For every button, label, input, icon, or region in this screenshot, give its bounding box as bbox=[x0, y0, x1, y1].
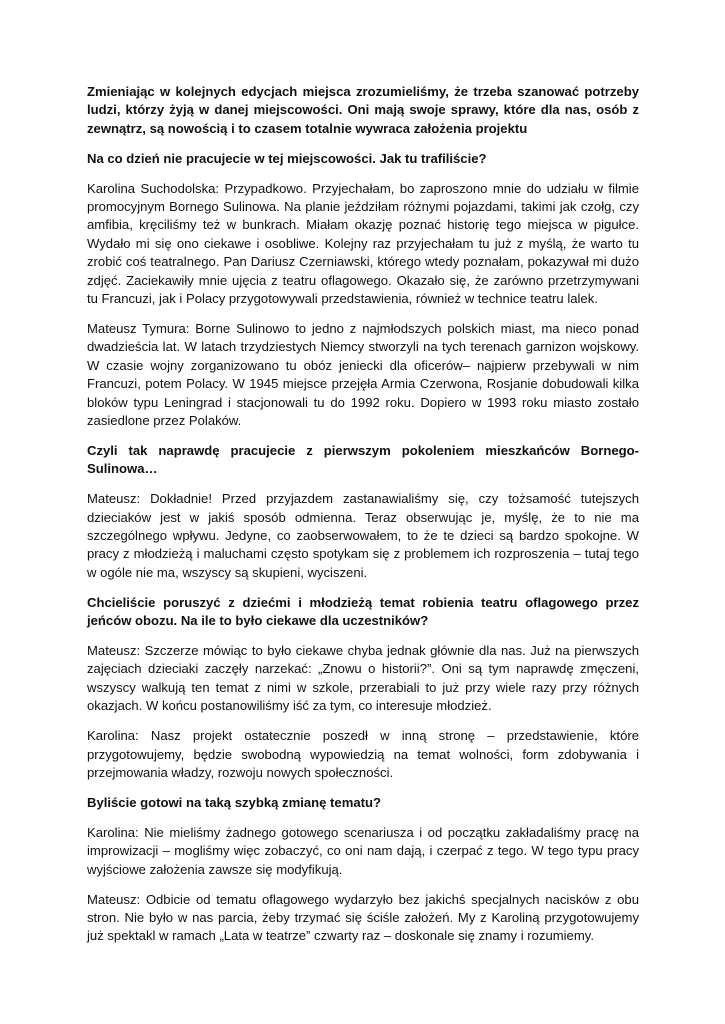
question-how-you-got-here: Na co dzień nie pracujecie w tej miejscowości. Jak tu trafiliście? bbox=[87, 150, 487, 166]
answer-karolina-arrival: Karolina Suchodolska: Przypadkowo. Przyjechałam, bo zaproszono mnie do udziału w filmie promocyjnym Bornego Sulinowa. Na planie jeździłam różnymi pojazdami, takimi jak czołg, czy amfibia, kręciliśmy też w bunkrach. Miałam okazję poznać historię tego miejsca w pigułce. Wydało mi się ono ciekawe i osobliwe. Kolejny raz przyjechałam tu już z myślą, że warto tu zrobić coś teatralnego. Pan Dariusz Czerniawski, którego wtedy poznałam, pokazywał mi dużo zdjęć. Zaciekawiły mnie ujęcia z teatru oflagowego. Okazało się, że zarówno przetrzymywani tu Francuzi, jak i Polacy przygotowywali przedstawienia, również w technice teatru lalek. bbox=[87, 180, 639, 307]
answer-mateusz-history: Mateusz Tymura: Borne Sulinowo to jedno z najmłodszych polskich miast, ma nieco ponad dwadzieścia lat. W latach trzydziestych Niemcy stworzyli na tych terenach garnizon wojskowy. W czasie wojny zorganizowano tu obóz jeniecki dla oficerów– najpierw przebywali w nim Francuzi, potem Polacy. W 1945 miejsce przejęła Armia Czerwona, Rosjanie dobudowali kilka bloków typu Leningrad i stacjonowali tu do 1992 roku. Dopiero w 1993 roku miasto zostało zasiedlone przez Polaków. bbox=[87, 320, 639, 428]
question-first-generation: Czyli tak naprawdę pracujecie z pierwszym pokoleniem mieszkańców Bornego-Sulinowa… bbox=[87, 442, 639, 477]
answer-karolina-improvisation: Karolina: Nie mieliśmy żadnego gotowego scenariusza i od początku zakładaliśmy pracę na improwizacji – mogliśmy więc zobaczyć, co oni nam dają, i czerpać z tego. W tego typu pracy wyjściowe założenia zawsze się modyfikują. bbox=[87, 824, 639, 877]
answer-mateusz-history-tired: Mateusz: Szczerze mówiąc to było ciekawe chyba jednak głównie dla nas. Już na pierwszych zajęciach dzieciaki zaczęły narzekać: „Znowu o historii?”. Oni są tym naprawdę zmęczeni, wszyscy walkują ten temat z nimi w szkole, przerabiali to już przy wiele razy przy różnych okazjach. W końcu postanowiliśmy iść za tym, co interesuje młodzież. bbox=[87, 643, 639, 714]
intro-bold-paragraph: Zmieniając w kolejnych edycjach miejsca zrozumieliśmy, że trzeba szanować potrzeby ludzi, którzy żyją w danej miejscowości. Oni mają swoje sprawy, które dla nas, osób z zewnątrz, są nowością i to czasem totalnie wywraca założenia projektu bbox=[87, 84, 639, 136]
document-page bbox=[87, 83, 639, 957]
answer-karolina-new-direction: Karolina: Nasz projekt ostatecznie poszedł w inną stronę – przedstawienie, które przygotowujemy, będzie swobodną wypowiedzią na temat wolności, form zdobywania i przejmowania władzy, rozwoju nowych społeczności. bbox=[87, 728, 639, 780]
answer-mateusz-children: Mateusz: Dokładnie! Przed przyjazdem zastanawialiśmy się, czy tożsamość tutejszych dzieciaków jest w jakiś sposób odmienna. Teraz obserwując je, myślę, że to nie ma szczególnego wpływu. Jedyne, co zaobserwowałem, to że te dzieci są bardzo spokojne. W pracy z młodzieżą i maluchami często spotykam się z problemem ich rozproszenia – tutaj tego w ogóle nie ma, wszyscy są skupieni, wyciszeni. bbox=[87, 491, 639, 580]
question-oflag-theatre: Chcieliście poruszyć z dziećmi i młodzieżą temat robienia teatru oflagowego przez jeńców obozu. Na ile to było ciekawe dla uczestników? bbox=[87, 594, 639, 629]
answer-mateusz-cooperation: Mateusz: Odbicie od tematu oflagowego wydarzyło bez jakichś specjalnych nacisków z obu stron. Nie było w nas parcia, żeby trzymać się ściśle założeń. My z Karoliną przygotowujemy już spektakl w ramach „Lata w teatrze” czwarty raz – doskonale się znamy i rozumiemy. bbox=[87, 891, 639, 944]
question-topic-change: Byliście gotowi na taką szybką zmianę tematu? bbox=[87, 794, 381, 810]
